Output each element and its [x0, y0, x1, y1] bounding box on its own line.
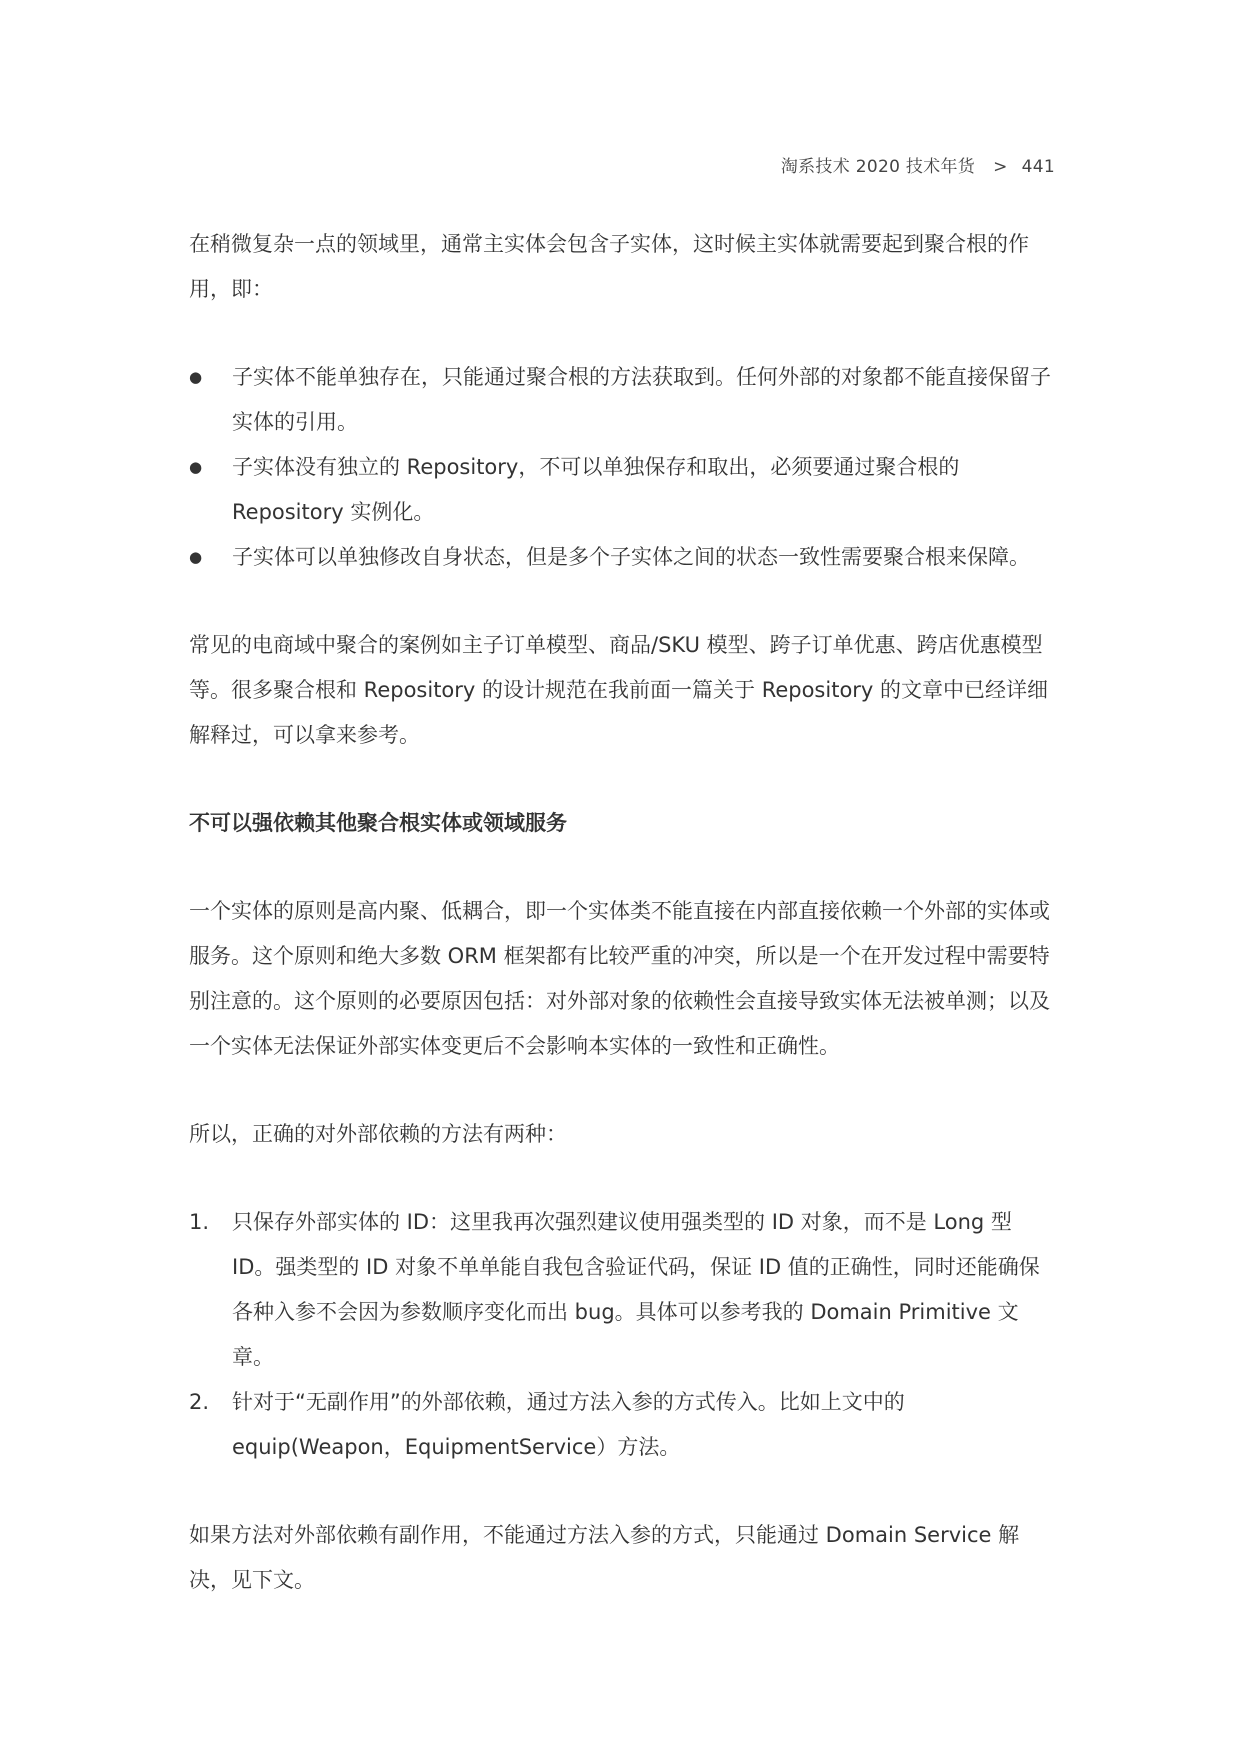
- header-separator: >: [993, 157, 1008, 177]
- list-item: [189, 1200, 1055, 1380]
- list-item: [189, 535, 1055, 580]
- page-number: 441: [1021, 157, 1055, 177]
- paragraph-cohesion-principle: 一个实体的原则是高内聚、低耦合，即一个实体类不能直接在内部直接依赖一个外部的实体或服务。这个原则和绝大多数 ORM 框架都有比较严重的冲突，所以是一个在开发过程中需要特别注意的。这个原则的必要原因包括：对外部对象的依赖性会直接导致实体无法被单测；以及一个实体无法保证外部实体变更后不会影响本实体的一致性和正确性。: [189, 899, 1050, 1058]
- paragraph-domain-service: 如果方法对外部依赖有副作用，不能通过方法入参的方式，只能通过 Domain Service 解决，见下文。: [189, 1523, 1020, 1592]
- paragraph-aggregate-intro: 在稍微复杂一点的领域里，通常主实体会包含子实体，这时候主实体就需要起到聚合根的作用，即：: [189, 232, 1029, 301]
- numbered-list: [189, 1200, 1055, 1470]
- bullet-icon: ●: [189, 548, 203, 566]
- section-heading: 不可以强依赖其他聚合根实体或领域服务: [189, 811, 567, 835]
- list-item-text: 子实体没有独立的 Repository，不可以单独保存和取出，必须要通过聚合根的 Repository 实例化。: [232, 455, 960, 524]
- bullet-list: [189, 355, 1055, 580]
- list-item: [189, 445, 1055, 535]
- page-body: [189, 222, 1055, 1603]
- paragraph-ecommerce-examples: 常见的电商域中聚合的案例如主子订单模型、商品/SKU 模型、跨子订单优惠、跨店优惠模型等。很多聚合根和 Repository 的设计规范在我前面一篇关于 Repository 的文章中已经详细解释过，可以拿来参考。: [189, 633, 1049, 747]
- list-item: [189, 1380, 1055, 1470]
- list-item-text: 子实体可以单独修改自身状态，但是多个子实体之间的状态一致性需要聚合根来保障。: [232, 545, 1030, 569]
- bullet-icon: ●: [189, 368, 203, 386]
- running-header: [781, 152, 1055, 177]
- book-title: 淘系技术 2020 技术年货: [780, 157, 976, 177]
- bullet-icon: ●: [189, 458, 203, 476]
- list-item-text: 只保存外部实体的 ID：这里我再次强烈建议使用强类型的 ID 对象，而不是 Long 型 ID。强类型的 ID 对象不单单能自我包含验证代码，保证 ID 值的正确性，同时还能确保各种入参不会因为参数顺序变化而出 bug。具体可以参考我的 Domain Primitive 文章。: [232, 1210, 1040, 1369]
- list-number: 2.: [189, 1390, 210, 1414]
- paragraph-two-methods: 所以，正确的对外部依赖的方法有两种：: [189, 1122, 567, 1146]
- list-item: [189, 355, 1055, 445]
- list-number: 1.: [189, 1210, 210, 1234]
- list-item-text: 针对于“无副作用”的外部依赖，通过方法入参的方式传入。比如上文中的 equip(Weapon，EquipmentService）方法。: [232, 1390, 905, 1459]
- list-item-text: 子实体不能单独存在，只能通过聚合根的方法获取到。任何外部的对象都不能直接保留子实体的引用。: [232, 365, 1051, 434]
